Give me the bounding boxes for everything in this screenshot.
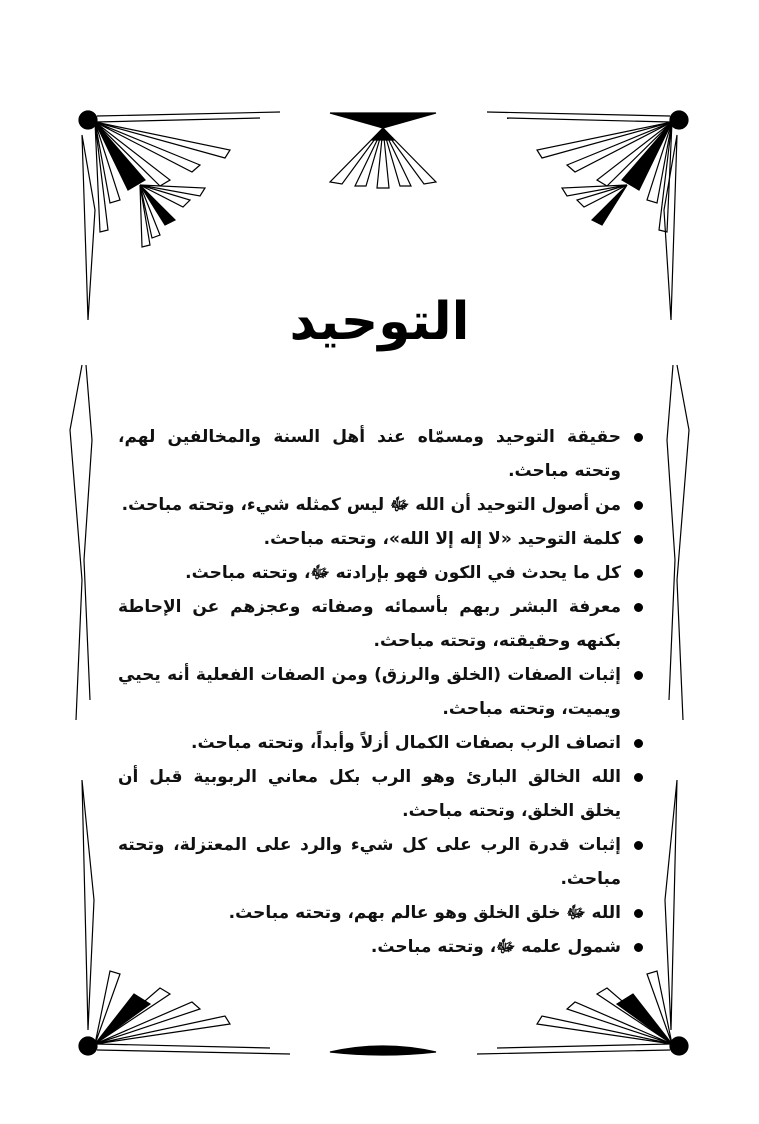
corner-ornament-bottom-right — [477, 971, 688, 1055]
bullet-icon — [634, 535, 643, 544]
list-item: إثبات قدرة الرب على كل شيء والرد على المعتزلة، وتحته مباحث. — [118, 828, 643, 896]
bullet-icon — [634, 773, 643, 782]
page-title: التوحيد — [289, 292, 470, 352]
list-item: اتصاف الرب بصفات الكمال أزلاً وأبداً، وتحته مباحث. — [118, 726, 643, 760]
bullet-icon — [634, 501, 643, 510]
topics-list — [118, 420, 643, 964]
bullet-icon — [634, 841, 643, 850]
corner-ornament-bottom-left — [79, 971, 290, 1055]
list-item: إثبات الصفات (الخلق والرزق) ومن الصفات الفعلية أنه يحيي ويميت، وتحته مباحث. — [118, 658, 643, 726]
corner-ornament-top-left — [79, 111, 280, 247]
list-item: الله ﷻ خلق الخلق وهو عالم بهم، وتحته مباحث. — [118, 896, 643, 930]
bullet-icon — [634, 671, 643, 680]
corner-ornament-top-right — [487, 111, 688, 232]
bottom-center-ornament — [330, 1046, 436, 1055]
bullet-icon — [634, 603, 643, 612]
list-item: الله الخالق البارئ وهو الرب بكل معاني الربوبية قبل أن يخلق الخلق، وتحته مباحث. — [118, 760, 643, 828]
list-item: حقيقة التوحيد ومسمّاه عند أهل السنة والمخالفين لهم، وتحته مباحث. — [118, 420, 643, 488]
list-item: من أصول التوحيد أن الله ﷻ ليس كمثله شيء، وتحته مباحث. — [118, 488, 643, 522]
bullet-icon — [634, 433, 643, 442]
bullet-icon — [634, 739, 643, 748]
list-item: شمول علمه ﷻ، وتحته مباحث. — [118, 930, 643, 964]
bullet-icon — [634, 569, 643, 578]
top-center-ornament — [330, 113, 436, 188]
bullet-icon — [634, 943, 643, 952]
list-item: كلمة التوحيد «لا إله إلا الله»، وتحته مباحث. — [118, 522, 643, 556]
bullet-icon — [634, 909, 643, 918]
list-item: معرفة البشر ربهم بأسمائه وصفاته وعجزهم عن الإحاطة بكنهه وحقيقته، وتحته مباحث. — [118, 590, 643, 658]
list-item: كل ما يحدث في الكون فهو بإرادته ﷻ، وتحته مباحث. — [118, 556, 643, 590]
